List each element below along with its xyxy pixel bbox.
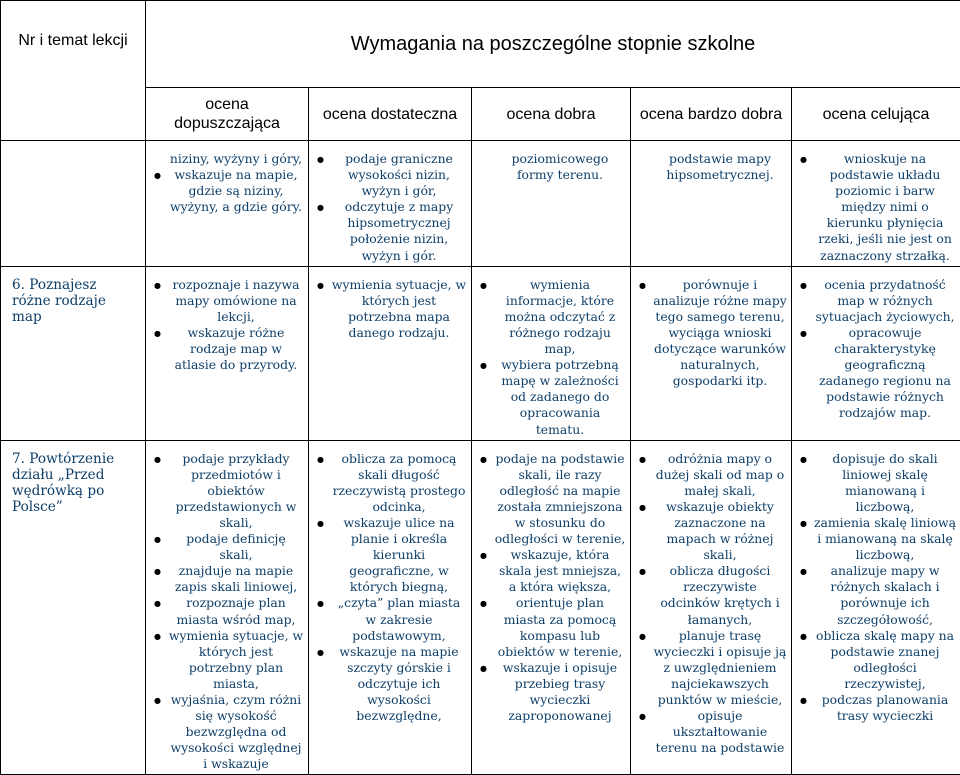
requirement-cell (146, 141, 309, 267)
requirement-list (472, 267, 630, 440)
list-item (631, 628, 787, 708)
requirement-cell (309, 266, 472, 440)
list-item-text: planuje trasę wycieczki i opisuje ją z uwzględnieniem najciekawszych punktów w mieście, (631, 628, 787, 708)
list-item (309, 199, 467, 263)
lesson-title: 6. Poznajesz różne rodzaje map (1, 266, 146, 440)
bullet-icon: ● (480, 661, 487, 677)
list-item-text: wymienia sytuacje, w których jest potrzebny plan miasta, (146, 628, 304, 692)
list-item (309, 277, 467, 341)
bullet-icon: ● (639, 452, 646, 468)
requirement-list (146, 267, 308, 376)
bullet-icon: ● (800, 278, 807, 294)
requirement-list (792, 441, 960, 727)
list-item-text: odróżnia mapy o dużej skali od map o małej skali, (631, 451, 787, 499)
header-row-title (1, 1, 960, 88)
list-item-text: dopisuje do skali liniowej skalę mianowaną i liczbową, (792, 451, 956, 515)
list-item (472, 277, 626, 357)
bullet-icon: ● (800, 152, 807, 168)
list-item-text: wybiera potrzebną mapę w zależności od zadanego do opracowania tematu. (472, 357, 626, 437)
list-item-text: rozpoznaje plan miasta wśród map, (146, 595, 304, 627)
bullet-icon: ● (317, 452, 324, 468)
list-item-text: zamienia skalę liniową i mianowaną na skalę liczbową, (792, 515, 956, 563)
list-item (146, 167, 304, 215)
lesson-column-header: Nr i temat lekcji (1, 1, 146, 141)
requirement-list (631, 141, 791, 185)
list-item (792, 451, 956, 515)
list-item-text: orientuje plan miasta za pomocą kompasu lub obiektów w terenie, (472, 595, 626, 659)
list-item-text: wskazuje różne rodzaje map w atlasie do przyrody. (146, 325, 304, 373)
list-item (792, 628, 956, 692)
bullet-icon: ● (800, 516, 807, 532)
list-item-text: analizuje mapy w różnych skalach i porównuje ich szczegółowość, (792, 563, 956, 627)
list-item (631, 563, 787, 627)
requirement-list (792, 141, 960, 266)
list-item (472, 151, 626, 183)
requirement-cell (472, 141, 631, 267)
list-item-text: wymienia sytuacje, w których jest potrzebna mapa danego rodzaju. (309, 277, 467, 341)
list-item (792, 277, 956, 325)
list-item-text: wskazuje obiekty zaznaczone na mapach w różnej skali, (631, 499, 787, 563)
list-item-text: „czyta” plan miasta w zakresie podstawowym, (309, 595, 467, 643)
bullet-icon: ● (639, 629, 646, 645)
list-item-text: opracowuje charakterystykę geograficzną zadanego regionu na podstawie różnych rodzajów map. (792, 325, 956, 422)
list-item (631, 708, 787, 756)
list-item-text: wskazuje ulice na planie i określa kierunki geograficzne, w których biegną, (309, 515, 467, 595)
requirement-cell (472, 266, 631, 440)
requirement-list (631, 267, 791, 392)
table-title: Wymagania na poszczególne stopnie szkolne (146, 1, 960, 88)
list-item (631, 499, 787, 563)
bullet-icon: ● (154, 564, 161, 580)
list-item (472, 451, 626, 548)
list-item-text: wskazuje, która skala jest mniejsza, a która większa, (472, 547, 626, 595)
list-item (146, 277, 304, 325)
requirement-cell (472, 440, 631, 775)
requirement-cell (631, 141, 792, 267)
list-item (146, 692, 304, 772)
bullet-icon: ● (480, 452, 487, 468)
bullet-icon: ● (154, 168, 161, 184)
bullet-icon: ● (317, 645, 324, 661)
list-item (146, 451, 304, 531)
bullet-icon: ● (154, 452, 161, 468)
list-item (631, 277, 787, 390)
bullet-icon: ● (639, 709, 646, 725)
requirement-cell (631, 266, 792, 440)
requirement-list (472, 141, 630, 185)
list-item-text: poziomicowego formy terenu. (472, 151, 626, 183)
requirement-cell (792, 266, 960, 440)
bullet-icon: ● (480, 278, 487, 294)
bullet-icon: ● (154, 596, 161, 612)
list-item-text: rozpoznaje i nazywa mapy omówione na lekcji, (146, 277, 304, 325)
list-item (792, 692, 956, 724)
bullet-icon: ● (800, 452, 807, 468)
list-item (631, 451, 787, 499)
list-item (146, 563, 304, 595)
table-row (1, 440, 960, 775)
list-item-text: podaje przykłady przedmiotów i obiektów przedstawionych w skali, (146, 451, 304, 531)
requirement-list (792, 267, 960, 424)
list-item-text: opisuje ukształtowanie terenu na podstawie (631, 708, 787, 756)
list-item (309, 451, 467, 515)
list-item-text: wyjaśnia, czym różni się wysokość bezwzględna od wysokości względnej i wskazuje (146, 692, 304, 772)
bullet-icon: ● (480, 548, 487, 564)
bullet-icon: ● (317, 596, 324, 612)
list-item-text: porównuje i analizuje różne mapy tego samego terenu, wyciąga wnioski dotyczące warunków naturalnych, gospodarki itp. (631, 277, 787, 390)
list-item-text: oblicza za pomocą skali długość rzeczywistą prostego odcinka, (309, 451, 467, 515)
list-item (309, 644, 467, 724)
list-item-text: oblicza długości rzeczywiste odcinków krętych i łamanych, (631, 563, 787, 627)
requirement-list (146, 141, 308, 217)
table-row (1, 266, 960, 440)
list-item (792, 151, 956, 264)
list-item-text: wskazuje i opisuje przebieg trasy wycieczki zaproponowanej (472, 660, 626, 724)
list-item (472, 595, 626, 659)
bullet-icon: ● (800, 564, 807, 580)
requirement-cell (792, 440, 960, 775)
bullet-icon: ● (154, 326, 161, 342)
bullet-icon: ● (154, 532, 161, 548)
requirement-list (309, 441, 471, 727)
requirement-list (309, 141, 471, 266)
grade-header-2: ocena dostateczna (309, 88, 472, 141)
list-item (309, 515, 467, 595)
list-item (309, 595, 467, 643)
list-item (309, 151, 467, 199)
list-item (146, 151, 304, 167)
requirement-cell (631, 440, 792, 775)
list-item (792, 515, 956, 563)
list-item (472, 660, 626, 724)
bullet-icon: ● (154, 693, 161, 709)
bullet-icon: ● (317, 278, 324, 294)
requirement-list (631, 441, 791, 759)
list-item-text: podczas planowania trasy wycieczki (792, 692, 956, 724)
list-item-text: oblicza skalę mapy na podstawie znanej odległości rzeczywistej, (792, 628, 956, 692)
bullet-icon: ● (317, 200, 324, 216)
list-item (792, 325, 956, 422)
list-item-text: wymienia informacje, które można odczytać z różnego rodzaju map, (472, 277, 626, 357)
bullet-icon: ● (800, 693, 807, 709)
requirement-cell (792, 141, 960, 267)
list-item (146, 325, 304, 373)
lesson-title (1, 141, 146, 267)
list-item (146, 628, 304, 692)
grade-header-3: ocena dobra (472, 88, 631, 141)
bullet-icon: ● (639, 564, 646, 580)
list-item-text: podaje na podstawie skali, ile razy odległość na mapie została zmniejszona w stosunku do odległości w terenie, (472, 451, 626, 548)
table-row (1, 141, 960, 267)
list-item (472, 547, 626, 595)
bullet-icon: ● (317, 152, 324, 168)
grade-header-5: ocena celująca (792, 88, 960, 141)
requirement-cell (146, 266, 309, 440)
list-item (146, 595, 304, 627)
list-item-text: podaje definicję skali, (146, 531, 304, 563)
list-item (146, 531, 304, 563)
requirement-cell (309, 440, 472, 775)
requirement-cell (146, 440, 309, 775)
requirement-list (309, 267, 471, 343)
list-item-text: ocenia przydatność map w różnych sytuacjach życiowych, (792, 277, 956, 325)
list-item-text: znajduje na mapie zapis skali liniowej, (146, 563, 304, 595)
list-item-text: podstawie mapy hipsometrycznej. (631, 151, 787, 183)
bullet-icon: ● (800, 629, 807, 645)
bullet-icon: ● (154, 629, 161, 645)
bullet-icon: ● (639, 500, 646, 516)
list-item-text: odczytuje z mapy hipsometrycznej położenie nizin, wyżyn i gór. (309, 199, 467, 263)
bullet-icon: ● (317, 516, 324, 532)
requirement-list (146, 441, 308, 775)
bullet-icon: ● (800, 326, 807, 342)
list-item-text: wskazuje na mapie szczyty górskie i odczytuje ich wysokości bezwzględne, (309, 644, 467, 724)
list-item-text: niziny, wyżyny i góry, (146, 151, 304, 167)
lesson-title: 7. Powtórzenie działu „Przed wędrówką po Polsce” (1, 440, 146, 775)
bullet-icon: ● (639, 278, 646, 294)
list-item-text: wnioskuje na podstawie układu poziomic i barw między nimi o kierunku płynięcia rzeki, jeśli nie jest on zaznaczony strzałką. (792, 151, 956, 264)
requirement-list (472, 441, 630, 727)
bullet-icon: ● (480, 358, 487, 374)
list-item-text: wskazuje na mapie, gdzie są niziny, wyżyny, a gdzie góry. (146, 167, 304, 215)
bullet-icon: ● (480, 596, 487, 612)
requirement-cell (309, 141, 472, 267)
grade-header-1: ocena dopuszczająca (146, 88, 309, 141)
list-item (472, 357, 626, 437)
bullet-icon: ● (154, 278, 161, 294)
list-item (631, 151, 787, 183)
grade-header-4: ocena bardzo dobra (631, 88, 792, 141)
list-item-text: podaje graniczne wysokości nizin, wyżyn i gór, (309, 151, 467, 199)
list-item (792, 563, 956, 627)
